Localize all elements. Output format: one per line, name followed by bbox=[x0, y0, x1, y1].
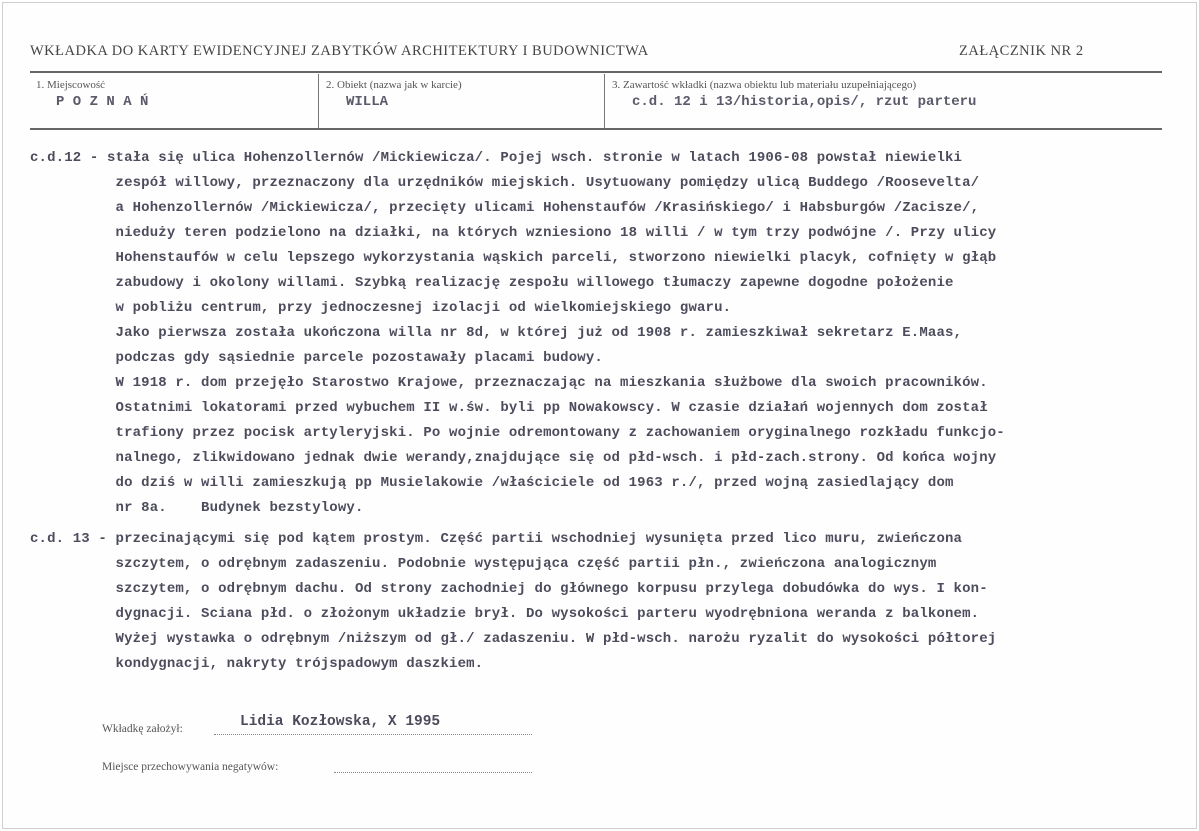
text-line: a Hohenzollernów /Mickiewicza/, przecięty ulicami Hohenstaufów /Krasińskiego/ i Habsburgów /Zacisze/, bbox=[30, 200, 980, 216]
document-title: WKŁADKA DO KARTY EWIDENCYJNEJ ZABYTKÓW ARCHITEKTURY I BUDOWNICTWA bbox=[30, 43, 649, 59]
text-line: dygnacji. Sciana płd. o złożonym układzie brył. Do wysokości parteru wyodrębniona weranda z balkonem. bbox=[30, 606, 980, 622]
field-value-contents: c.d. 12 i 13/historia,opis/, rzut parteru bbox=[632, 94, 977, 110]
text-line: nalnego, zlikwidowano jednak dwie werandy,znajdujące się od płd-wsch. i płd-zach.strony. Od końca wojny bbox=[30, 450, 997, 466]
text-line: w pobliżu centrum, przy jednoczesnej izolacji od wielkomiejskiego gwaru. bbox=[30, 300, 732, 316]
text-line: do dziś w willi zamieszkują pp Musielakowie /właściciele od 1963 r./, przed wojną zasiedlający dom bbox=[30, 475, 954, 491]
header-rule-top bbox=[30, 71, 1162, 73]
text-line: Hohenstaufów w celu lepszego wykorzystania wąskich parceli, stworzono niewielki placyk, cofnięty w głąb bbox=[30, 250, 997, 266]
founder-dotted-line bbox=[214, 733, 532, 735]
negatives-dotted-line bbox=[334, 771, 532, 773]
founder-value: Lidia Kozłowska, X 1995 bbox=[240, 714, 441, 730]
text-line: Wyżej wystawka o odrębnym /niższym od gł./ zadaszeniu. W płd-wsch. narożu ryzalit do wysokości półtorej bbox=[30, 631, 997, 647]
text-line: szczytem, o odrębnym dachu. Od strony zachodniej do głównego korpusu przylega dobudówka do wys. I kon- bbox=[30, 581, 988, 597]
field-value-locality: P O Z N A Ń bbox=[56, 94, 149, 110]
negatives-label: Miejsce przechowywania negatywów: bbox=[102, 761, 279, 773]
text-line: c.d. 13 - przecinającymi się pod kątem prostym. Część partii wschodniej wysunięta przed lico muru, zwieńczona bbox=[30, 531, 963, 547]
text-line: kondygnacji, nakryty trójspadowym daszkiem. bbox=[30, 656, 484, 672]
field-label-object: 2. Obiekt (nazwa jak w karcie) bbox=[326, 79, 462, 91]
appendix-number: ZAŁĄCZNIK NR 2 bbox=[959, 43, 1084, 59]
field-label-contents: 3. Zawartość wkładki (nazwa obiektu lub materiału uzupełniającego) bbox=[612, 79, 917, 91]
field-value-object: WILLA bbox=[346, 94, 389, 110]
text-line: trafiony przez pocisk artyleryjski. Po wojnie odremontowany z zachowaniem oryginalnego rozkładu funkcjo- bbox=[30, 425, 1005, 441]
text-line: Ostatnimi lokatorami przed wybuchem II w.św. byli pp Nowakowscy. W czasie działań wojennych dom został bbox=[30, 400, 988, 416]
text-line: nr 8a. Budynek bezstylowy. bbox=[30, 500, 364, 516]
founder-label: Wkładkę założył: bbox=[102, 723, 183, 735]
text-line: Jako pierwsza została ukończona willa nr 8d, w której już od 1908 r. zamieszkiwał sekretarz E.Maas, bbox=[30, 325, 963, 341]
field-divider bbox=[318, 74, 319, 128]
text-line: podczas gdy sąsiednie parcele pozostawały placami budowy. bbox=[30, 350, 603, 366]
field-divider bbox=[604, 74, 605, 128]
text-line: W 1918 r. dom przejęło Starostwo Krajowe, przeznaczając na mieszkania służbowe dla swoich pracowników. bbox=[30, 375, 988, 391]
text-line: niedużу teren podzielono na działki, na których wzniesiono 18 willi / w tym trzy podwójne /. Przy ulicy bbox=[30, 225, 997, 241]
text-line: zespół willowy, przeznaczony dla urzędników miejskich. Usytuowany pomiędzy ulicą Buddego /Roosevelta/ bbox=[30, 175, 980, 191]
field-label-locality: 1. Miejscowość bbox=[36, 79, 106, 91]
text-line: zabudowy i okolony willami. Szybką realizację zespołu willowego tłumaczy zapewne dogodne położenie bbox=[30, 275, 954, 291]
header-rule-bottom bbox=[30, 128, 1162, 130]
text-line: szczytem, o odrębnym zadaszeniu. Podobnie występująca część partii płn., zwieńczona analogicznym bbox=[30, 556, 937, 572]
text-line: c.d.12 - stała się ulica Hohenzollernów /Mickiewicza/. Pojej wsch. stronie w latach 1906-08 powstał niewielki bbox=[30, 150, 963, 166]
